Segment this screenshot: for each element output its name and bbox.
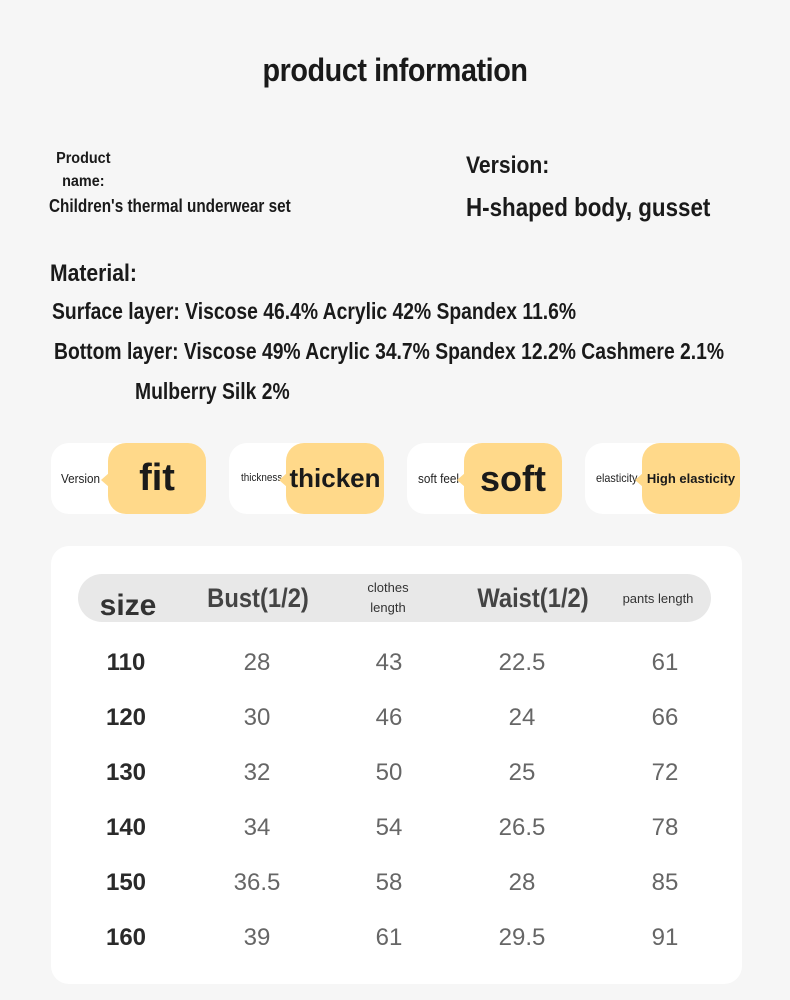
table-row bbox=[51, 863, 742, 903]
cell-clothes: 54 bbox=[375, 814, 403, 841]
cell-bust: 34 bbox=[243, 814, 271, 841]
attribute-card-elasticity bbox=[585, 443, 740, 514]
cell-clothes: 43 bbox=[375, 649, 403, 676]
page-title: product information bbox=[262, 52, 528, 88]
cell-waist: 25 bbox=[508, 759, 536, 786]
attribute-card-soft-feel bbox=[407, 443, 562, 514]
cell-size: 150 bbox=[105, 869, 147, 896]
cell-waist: 26.5 bbox=[498, 814, 546, 841]
cell-bust: 30 bbox=[243, 704, 271, 731]
product-name-label: Product name: bbox=[56, 150, 111, 190]
header-size: size bbox=[99, 589, 157, 622]
material-label: Material: bbox=[50, 260, 137, 287]
attribute-label: Version bbox=[61, 471, 101, 486]
header-waist: Waist(1/2) bbox=[477, 582, 589, 613]
cell-pants: 78 bbox=[651, 814, 679, 841]
cell-pants: 72 bbox=[651, 759, 679, 786]
cell-waist: 29.5 bbox=[498, 924, 546, 951]
attribute-label: elasticity bbox=[596, 471, 638, 485]
header-clothes-length: clothes length bbox=[367, 580, 409, 615]
material-bottom-layer-cont: Mulberry Silk 2% bbox=[135, 378, 290, 404]
version-label: Version: bbox=[466, 152, 550, 179]
size-table bbox=[51, 546, 742, 984]
version-value: H-shaped body, gusset bbox=[466, 192, 711, 222]
size-table-header bbox=[78, 574, 711, 622]
header-pants-length: pants length bbox=[622, 590, 694, 606]
cell-size: 140 bbox=[105, 814, 147, 841]
cell-pants: 66 bbox=[651, 704, 679, 731]
cell-waist: 24 bbox=[508, 704, 536, 731]
cell-bust: 36.5 bbox=[233, 869, 281, 896]
attribute-card-thickness bbox=[229, 443, 384, 514]
cell-clothes: 58 bbox=[375, 869, 403, 896]
material-surface-layer: Surface layer: Viscose 46.4% Acrylic 42% Spandex 11.6% bbox=[52, 298, 577, 324]
cell-pants: 85 bbox=[651, 869, 679, 896]
cell-size: 110 bbox=[106, 649, 146, 676]
header-bust: Bust(1/2) bbox=[207, 582, 309, 613]
table-row bbox=[51, 918, 742, 958]
attribute-label: thickness bbox=[241, 472, 283, 484]
cell-size: 160 bbox=[105, 924, 147, 951]
attribute-value: thicken bbox=[286, 443, 384, 514]
cell-clothes: 50 bbox=[375, 759, 403, 786]
cell-waist: 22.5 bbox=[498, 649, 546, 676]
cell-clothes: 61 bbox=[375, 924, 403, 951]
attribute-value: High elasticity bbox=[642, 443, 740, 514]
material-bottom-layer: Bottom layer: Viscose 49% Acrylic 34.7% Spandex 12.2% Cashmere 2.1% bbox=[54, 338, 725, 364]
cell-size: 130 bbox=[105, 759, 147, 786]
attribute-label: soft feel bbox=[418, 471, 459, 486]
table-row bbox=[51, 808, 742, 848]
cell-bust: 32 bbox=[243, 759, 271, 786]
table-row bbox=[51, 753, 742, 793]
table-row bbox=[51, 698, 742, 738]
cell-size: 120 bbox=[105, 704, 147, 731]
product-name-value: Children's thermal underwear set bbox=[49, 196, 291, 216]
cell-bust: 39 bbox=[243, 924, 271, 951]
attribute-card-version bbox=[51, 443, 206, 514]
cell-pants: 61 bbox=[651, 649, 679, 676]
table-row bbox=[51, 643, 742, 683]
cell-clothes: 46 bbox=[375, 704, 403, 731]
attribute-value: soft bbox=[464, 443, 562, 514]
attribute-value: fit bbox=[108, 443, 206, 514]
cell-bust: 28 bbox=[243, 649, 271, 676]
cell-pants: 91 bbox=[651, 924, 679, 951]
cell-waist: 28 bbox=[508, 869, 536, 896]
